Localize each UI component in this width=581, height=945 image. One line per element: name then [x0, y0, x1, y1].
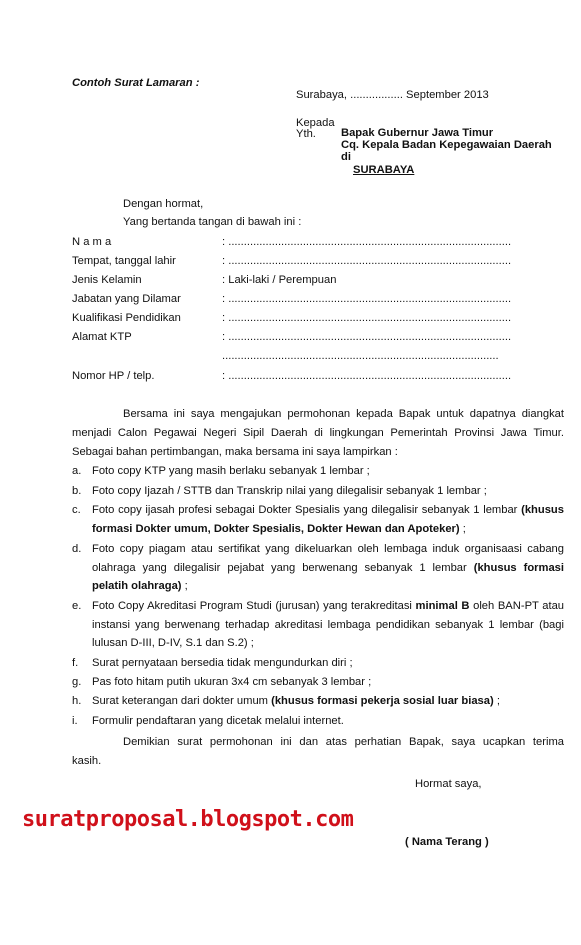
list-item-label: a.: [72, 465, 82, 477]
field-value: : Laki-laki / Perempuan: [222, 274, 337, 286]
field-value: : ...........................................................................................: [222, 331, 512, 343]
field-row-tempat-tanggal-lahir: [72, 255, 562, 273]
list-item-e: [72, 597, 564, 653]
list-item-b: [72, 482, 564, 501]
list-item-label: h.: [72, 695, 82, 707]
field-label: Tempat, tanggal lahir: [72, 255, 176, 267]
field-row-jabatan: [72, 293, 562, 311]
recipient-line-1: Bapak Gubernur Jawa Timur: [341, 127, 494, 139]
field-row-kualifikasi: [72, 312, 562, 330]
list-item-label: c.: [72, 504, 81, 516]
list-item-text: Formulir pendaftaran yang dicetak melalui internet.: [92, 715, 344, 727]
salutation: Dengan hormat,: [123, 198, 204, 210]
intro-line: Yang bertanda tangan di bawah ini :: [123, 216, 302, 228]
list-item-tail: ;: [493, 695, 500, 707]
list-item-label: e.: [72, 600, 82, 612]
field-label: Jabatan yang Dilamar: [72, 293, 181, 305]
field-row-alamat: [72, 331, 562, 349]
body-paragraph-rest: menjadi Calon Pegawai Negeri Sipil Daerah di lingkungan Pemerintah Provinsi Jawa Timur. Sebagai bahan pertimbangan, maka bersama ini saya lampirkan :: [72, 427, 564, 458]
list-item-text: Surat keterangan dari dokter umum: [92, 695, 268, 707]
list-item-tail: ;: [181, 580, 188, 592]
field-row-jenis-kelamin: [72, 274, 562, 292]
field-label: Kualifikasi Pendidikan: [72, 312, 181, 324]
list-item-label: b.: [72, 485, 82, 497]
letter-heading: Contoh Surat Lamaran :: [72, 77, 200, 89]
closing-first-line: Demikian surat permohonan ini dan atas perhatian Bapak, saya ucapkan terima: [123, 736, 564, 748]
list-item-text: Foto copy piagam atau sertifikat yang dikeluarkan oleh lembaga induk organisaasi cabang olahraga yang dilegalisir pejabat yang berwenang sebanyak 1 lembar: [92, 543, 564, 574]
list-item-g: [72, 673, 564, 692]
field-label: Nomor HP / telp.: [72, 370, 155, 382]
closing-second-line: kasih.: [72, 755, 102, 767]
signature-greeting: Hormat saya,: [415, 778, 482, 790]
field-row-nomor-hp: [72, 370, 562, 388]
list-item-label: f.: [72, 657, 79, 669]
body-paragraph-first-line: Bersama ini saya mengajukan permohonan kepada Bapak untuk dapatnya diangkat: [123, 408, 564, 420]
recipient-di: di: [341, 151, 351, 163]
list-item-c: [72, 501, 564, 538]
body-paragraph: [72, 405, 564, 462]
list-item-text: Surat pernyataan bersedia tidak mengundurkan diri ;: [92, 657, 353, 669]
list-item-tail: ;: [459, 522, 466, 535]
field-value: : ...........................................................................................: [222, 255, 512, 267]
field-value: : ...........................................................................................: [222, 293, 512, 305]
list-item-label: i.: [72, 715, 78, 727]
blog-watermark: suratproposal.blogspot.com: [22, 807, 354, 832]
field-value: : ...........................................................................................: [222, 312, 512, 324]
list-item-text: Foto Copy Akreditasi Program Studi (jurusan) yang terakreditasi: [92, 600, 412, 612]
list-item-bold-note: (khusus formasi pelatih olahraga): [92, 561, 565, 592]
field-row-alamat-continued: [72, 350, 562, 368]
list-item-text: Foto copy ijasah profesi sebagai Dokter Spesialis yang dilegalisir sebanyak 1 lembar: [92, 504, 518, 516]
list-item-label: g.: [72, 676, 82, 688]
list-item-bold-note: minimal B: [415, 600, 470, 612]
list-item-a: [72, 462, 564, 481]
field-value: .........................................................................................: [222, 350, 499, 362]
recipient-yth: Yth.: [296, 128, 316, 140]
field-label: N a m a: [72, 236, 112, 248]
field-row-nama: [72, 236, 562, 254]
list-item-d: [72, 540, 564, 596]
field-value: : ...........................................................................................: [222, 236, 512, 248]
list-item-text: Pas foto hitam putih ukuran 3x4 cm sebanyak 3 lembar ;: [92, 676, 372, 688]
recipient-kepada: Kepada: [296, 117, 335, 129]
recipient-city: SURABAYA: [353, 164, 415, 176]
list-item-text-continued: oleh BAN-PT atau instansi yang berwenang terhadap akreditasi lembaga pendidikan sebanyak 1 lembar (bagi lulusan D-III, D-IV, S.1 dan S.2) ;: [92, 600, 565, 649]
place-date: Surabaya, ................. September 2013: [296, 89, 489, 101]
field-value: : ...........................................................................................: [222, 370, 512, 382]
list-item-bold-note: (khusus formasi pekerja sosial luar biasa): [271, 695, 494, 707]
list-item-f: [72, 654, 564, 673]
list-item-text: Foto copy KTP yang masih berlaku sebanyak 1 lembar ;: [92, 465, 370, 477]
signature-name: ( Nama Terang ): [405, 836, 489, 848]
closing-paragraph: [72, 733, 564, 771]
field-label: Jenis Kelamin: [72, 274, 142, 286]
list-item-bold-note: (khusus formasi Dokter umum, Dokter Spesialis, Dokter Hewan dan Apoteker): [92, 504, 564, 535]
list-item-h: [72, 692, 564, 711]
list-item-text: Foto copy Ijazah / STTB dan Transkrip nilai yang dilegalisir sebanyak 1 lembar ;: [92, 485, 487, 497]
list-item-i: [72, 712, 564, 731]
recipient-line-2: Cq. Kepala Badan Kepegawaian Daerah: [341, 139, 552, 151]
list-item-label: d.: [72, 543, 82, 555]
field-label: Alamat KTP: [72, 331, 132, 343]
